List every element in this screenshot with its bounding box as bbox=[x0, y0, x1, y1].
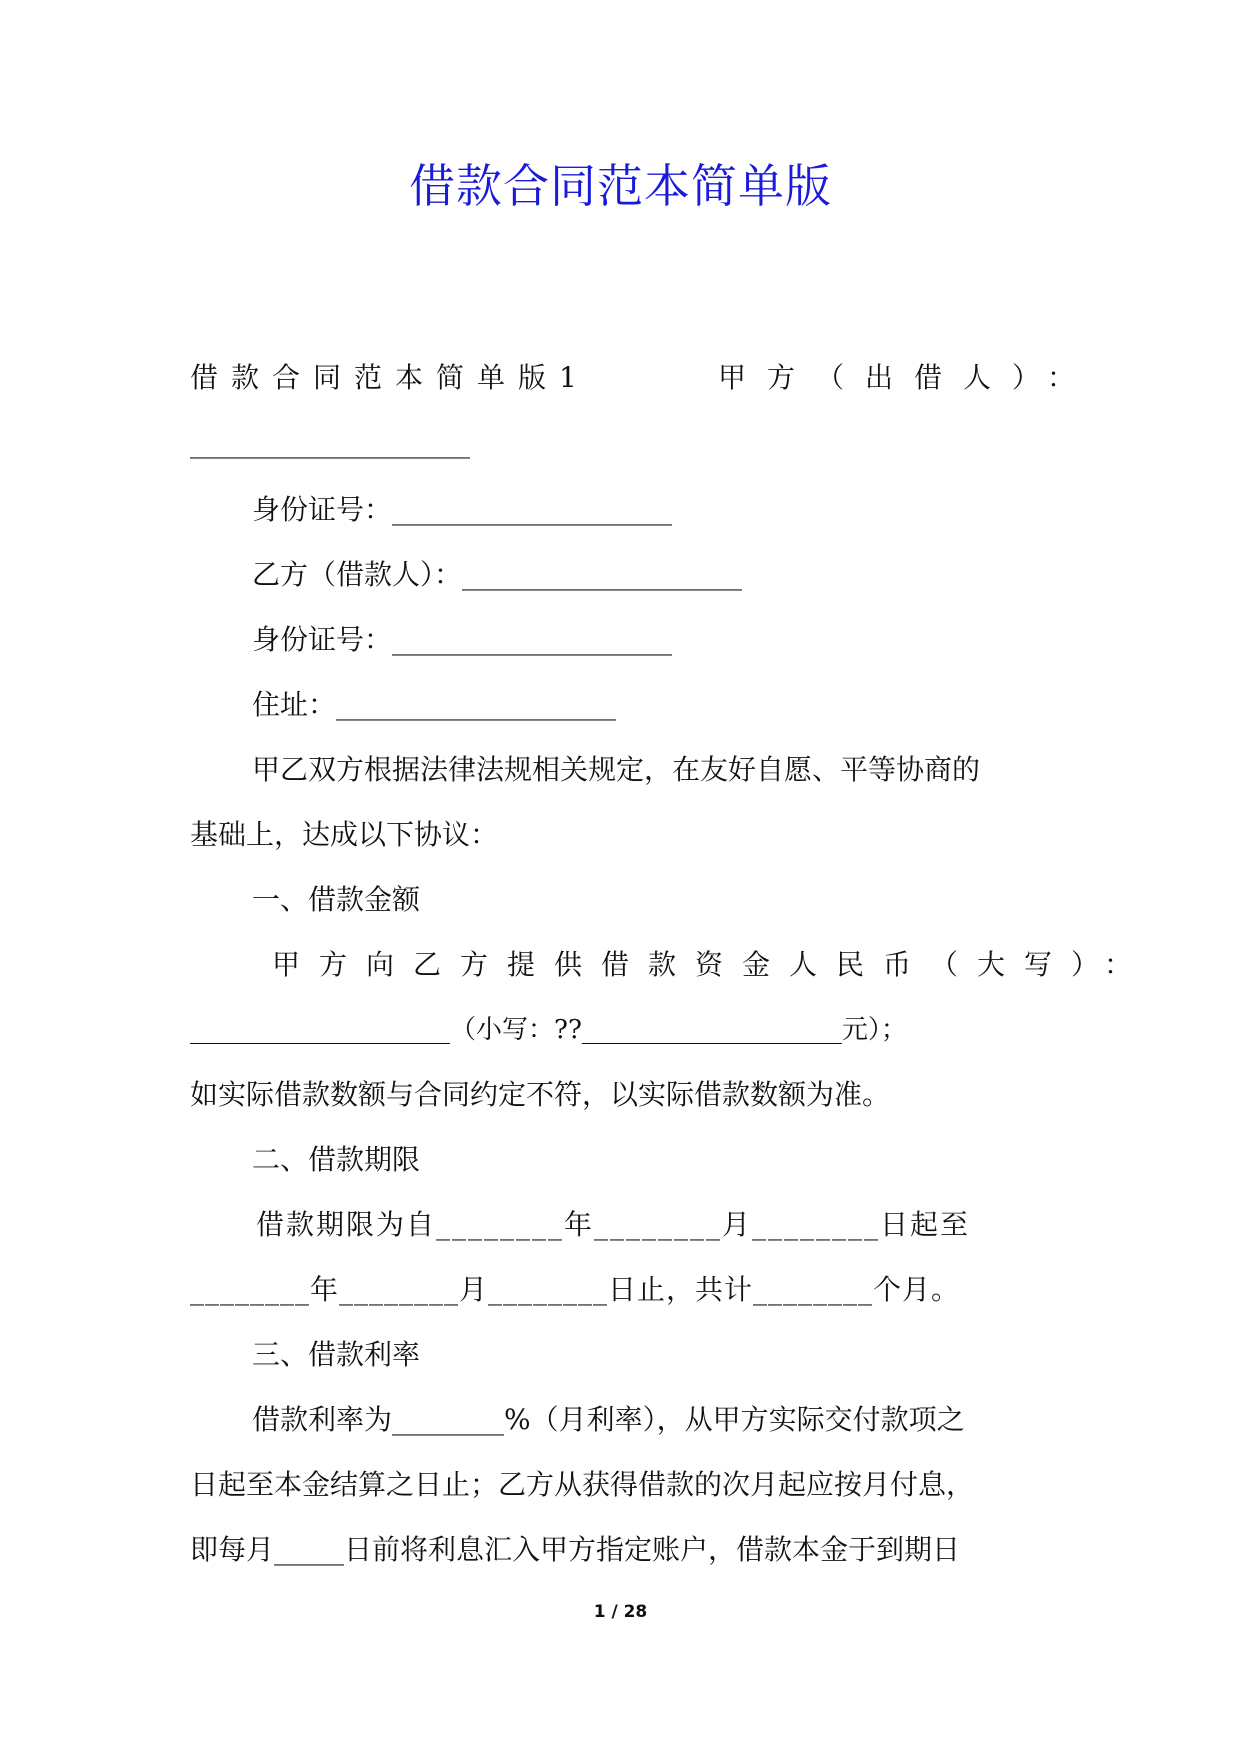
loan-amount-line-1: 甲方向乙方提供借款资金人民币（大写）： bbox=[272, 948, 1152, 981]
agreement-intro-line-2: 基础上，达成以下协议： bbox=[190, 818, 499, 851]
lender-label: 甲方（出借人）： bbox=[718, 361, 1097, 394]
page-number: 1 / 28 bbox=[593, 1602, 648, 1622]
paragraph-heading-line bbox=[190, 358, 1097, 398]
lender-name-blank: ____________________ bbox=[190, 426, 470, 459]
loan-amount-line-2: ____________________（小写：??____________________元）； bbox=[190, 1015, 907, 1045]
loan-term-line-1: 借款期限为自________年________月________日起至 bbox=[256, 1208, 971, 1241]
section-heading-loan-amount: 一、借款金额 bbox=[252, 883, 421, 916]
section-heading-interest-rate: 三、借款利率 bbox=[252, 1338, 421, 1371]
borrower-id-line: 身份证号：____________________ bbox=[252, 623, 673, 656]
document-title: 借款合同范本简单版 bbox=[409, 159, 832, 213]
contract-subtitle: 借款合同范本简单版1 bbox=[190, 361, 590, 394]
section-heading-loan-term: 二、借款期限 bbox=[252, 1143, 421, 1176]
borrower-line: 乙方（借款人）：____________________ bbox=[252, 558, 743, 591]
interest-rate-line-3: 即每月_____日前将利息汇入甲方指定账户，借款本金于到期日 bbox=[190, 1533, 961, 1566]
loan-amount-line-3: 如实际借款数额与合同约定不符，以实际借款数额为准。 bbox=[190, 1078, 891, 1111]
agreement-intro-line-1: 甲乙双方根据法律法规相关规定，在友好自愿、平等协商的 bbox=[252, 753, 981, 786]
interest-rate-line-2: 日起至本金结算之日止；乙方从获得借款的次月起应按月付息， bbox=[190, 1468, 975, 1501]
lender-id-line: 身份证号：____________________ bbox=[252, 493, 673, 526]
address-line: 住址：____________________ bbox=[252, 688, 617, 721]
loan-term-line-2: ________年________月________日止，共计________个月。 bbox=[190, 1273, 961, 1306]
interest-rate-line-1: 借款利率为________%（月利率），从甲方实际交付款项之 bbox=[252, 1403, 965, 1436]
